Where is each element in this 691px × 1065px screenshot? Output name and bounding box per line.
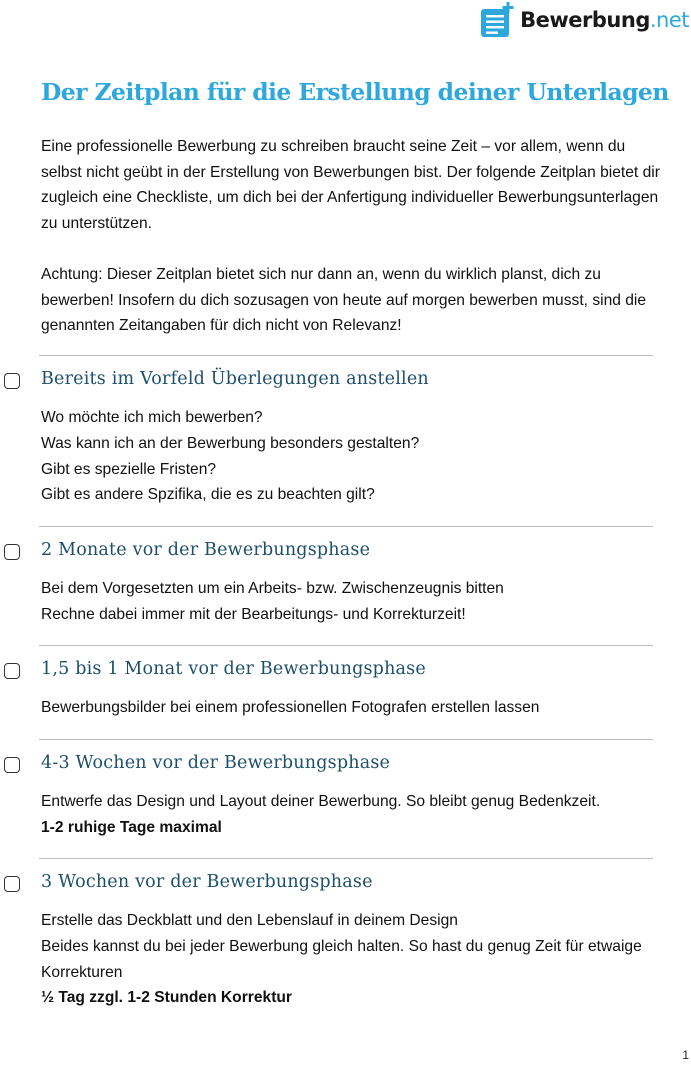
section-divider (39, 526, 653, 527)
section-divider (39, 739, 653, 740)
section-divider (39, 858, 653, 859)
section-heading: 2 Monate vor der Bewerbungsphase (41, 540, 371, 560)
intro-paragraph: Eine professionelle Bewerbung zu schreiben braucht seine Zeit – vor allem, wenn du selbst nicht geübt in der Erstellung von Bewerbungen bist. Der folgende Zeitplan bietet dir zugleich eine Checkliste, um dich bei der Anfertigung individueller Bewerbungsunterlagen zu unterstützen. (41, 138, 660, 232)
section-line: Bei dem Vorgesetzten um ein Arbeits- bzw. Zwischenzeugnis bitten (41, 580, 504, 597)
logo-wordmark: Bewerbung.net (520, 8, 689, 32)
section-checkbox[interactable] (4, 663, 20, 679)
section-heading: 4-3 Wochen vor der Bewerbungsphase (41, 753, 391, 773)
section-checkbox[interactable] (4, 876, 20, 892)
section-heading: Bereits im Vorfeld Überlegungen anstellen (41, 369, 429, 389)
section-line: Was kann ich an der Bewerbung besonders gestalten? (41, 434, 420, 452)
section-body (41, 695, 666, 721)
page-title: Der Zeitplan für die Erstellung deiner Unterlagen (41, 78, 669, 106)
section-line: Wo möchte ich mich bewerben? (41, 409, 263, 426)
warning-paragraph: Achtung: Dieser Zeitplan bietet sich nur dann an, wenn du wirklich planst, dich zu bewerben! Insofern du dich sozusagen von heute auf morgen bewerben musst, sind die genannten Zeitangaben für dich nicht von Relevanz! (41, 265, 647, 335)
section-divider (39, 645, 653, 646)
section-line: Entwerfe das Design und Layout deiner Bewerbung. So bleibt genug Bedenkzeit. (41, 793, 601, 810)
section-line: Gibt es spezielle Fristen? (41, 460, 217, 478)
section-duration: 1-2 ruhige Tage maximal (41, 818, 222, 836)
section-line: Rechne dabei immer mit der Bearbeitungs- und Korrekturzeit! (41, 605, 466, 623)
section-checkbox[interactable] (4, 757, 20, 773)
section-heading: 1,5 bis 1 Monat vor der Bewerbungsphase (41, 659, 426, 679)
page-number: 1 (682, 1048, 689, 1062)
logo (480, 2, 689, 38)
section-body (41, 908, 666, 1011)
section-line: Bewerbungsbilder bei einem professionellen Fotografen erstellen lassen (41, 699, 540, 716)
section-body (41, 576, 666, 628)
section-heading: 3 Wochen vor der Bewerbungsphase (41, 872, 373, 892)
section-checkbox[interactable] (4, 544, 20, 560)
section-divider (39, 355, 653, 356)
section-duration: ½ Tag zzgl. 1-2 Stunden Korrektur (41, 989, 292, 1007)
section-body (41, 789, 666, 841)
section-checkbox[interactable] (4, 373, 20, 389)
section-line: Gibt es andere Spzifika, die es zu beachten gilt? (41, 486, 375, 504)
section-line: Erstelle das Deckblatt und den Lebenslauf in deinem Design (41, 912, 458, 929)
document-plus-icon (480, 2, 516, 38)
section-body (41, 405, 666, 508)
intro-text (41, 134, 666, 339)
section-line: Beides kannst du bei jeder Bewerbung gleich halten. So hast du genug Zeit für etwaige Korrekturen (41, 937, 642, 981)
